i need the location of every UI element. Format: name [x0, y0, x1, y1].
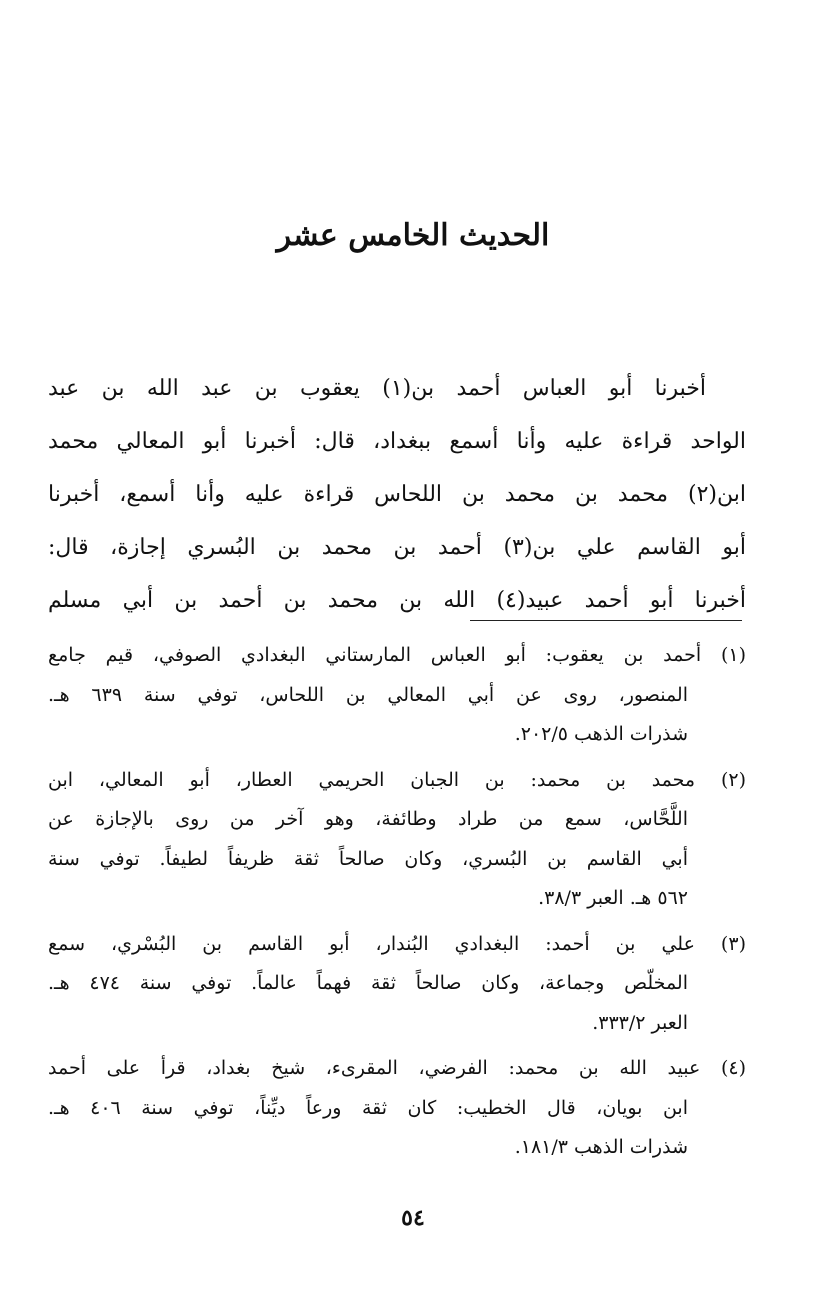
footnote-line: اللَّحَّاس، سمع من طراد وطائفة، وهو آخر من روى بالإجازة عن: [48, 808, 688, 830]
footnote-line: أبي القاسم بن البُسري، وكان صالحاً ثقة ظريفاً لطيفاً. توفي سنة: [48, 847, 688, 870]
main-text: [48, 362, 746, 627]
page-number: ٥٤: [401, 1205, 425, 1231]
footnote-2: [48, 761, 746, 919]
footnote-3: [48, 925, 746, 1044]
body-line-5: أخبرنا أبو أحمد عبيد(٤) الله بن محمد بن أحمد بن أبي مسلم: [48, 588, 746, 613]
footnote-line: العبر ٣٣٣/٢.: [592, 1011, 688, 1034]
footnotes: [48, 636, 746, 1174]
body-line-2: الواحد قراءة عليه وأنا أسمع ببغداد، قال: أخبرنا أبو المعالي محمد: [48, 429, 746, 454]
body-line-1: أخبرنا أبو العباس أحمد بن(١) يعقوب بن عبد الله بن عبد: [48, 376, 706, 401]
footnote-4: [48, 1049, 746, 1168]
footnote-1: [48, 636, 746, 755]
body-line-4: أبو القاسم علي بن(٣) أحمد بن محمد بن البُسري إجازة، قال:: [48, 535, 746, 560]
footnote-separator: [470, 620, 742, 621]
footnote-line: (٤) عبيد الله بن محمد: الفرضي، المقرىء، شيخ بغداد، قرأ على أحمد: [48, 1057, 746, 1079]
footnote-line: شذرات الذهب ٢٠٢/٥.: [514, 723, 688, 745]
footnote-line: (٢) محمد بن محمد: بن الجبان الحريمي العطار، أبو المعالي، ابن: [48, 768, 746, 791]
footnote-line: (١) أحمد بن يعقوب: أبو العباس المارستاني البغدادي الصوفي، قيم جامع: [48, 644, 746, 666]
body-line-3: ابن(٢) محمد بن محمد بن اللحاس قراءة عليه وأنا أسمع، أخبرنا: [48, 482, 746, 507]
footnote-line: المنصور، روى عن أبي المعالي بن اللحاس، توفي سنة ٦٣٩ هـ.: [48, 683, 688, 706]
footnote-line: شذرات الذهب ١٨١/٣.: [514, 1136, 688, 1158]
footnote-line: ٥٦٢ هـ. العبر ٣٨/٣.: [538, 887, 688, 909]
footnote-line: المخلّص وجماعة، وكان صالحاً ثقة فهماً عالماً. توفي سنة ٤٧٤ هـ.: [48, 972, 688, 994]
footnote-line: ابن بويان، قال الخطيب: كان ثقة ورعاً ديِّناً، توفي سنة ٤٠٦ هـ.: [48, 1096, 688, 1119]
page-title: الحديث الخامس عشر: [276, 218, 550, 253]
footnote-line: (٣) علي بن أحمد: البغدادي البُندار، أبو القاسم بن البُسْري، سمع: [48, 932, 746, 955]
